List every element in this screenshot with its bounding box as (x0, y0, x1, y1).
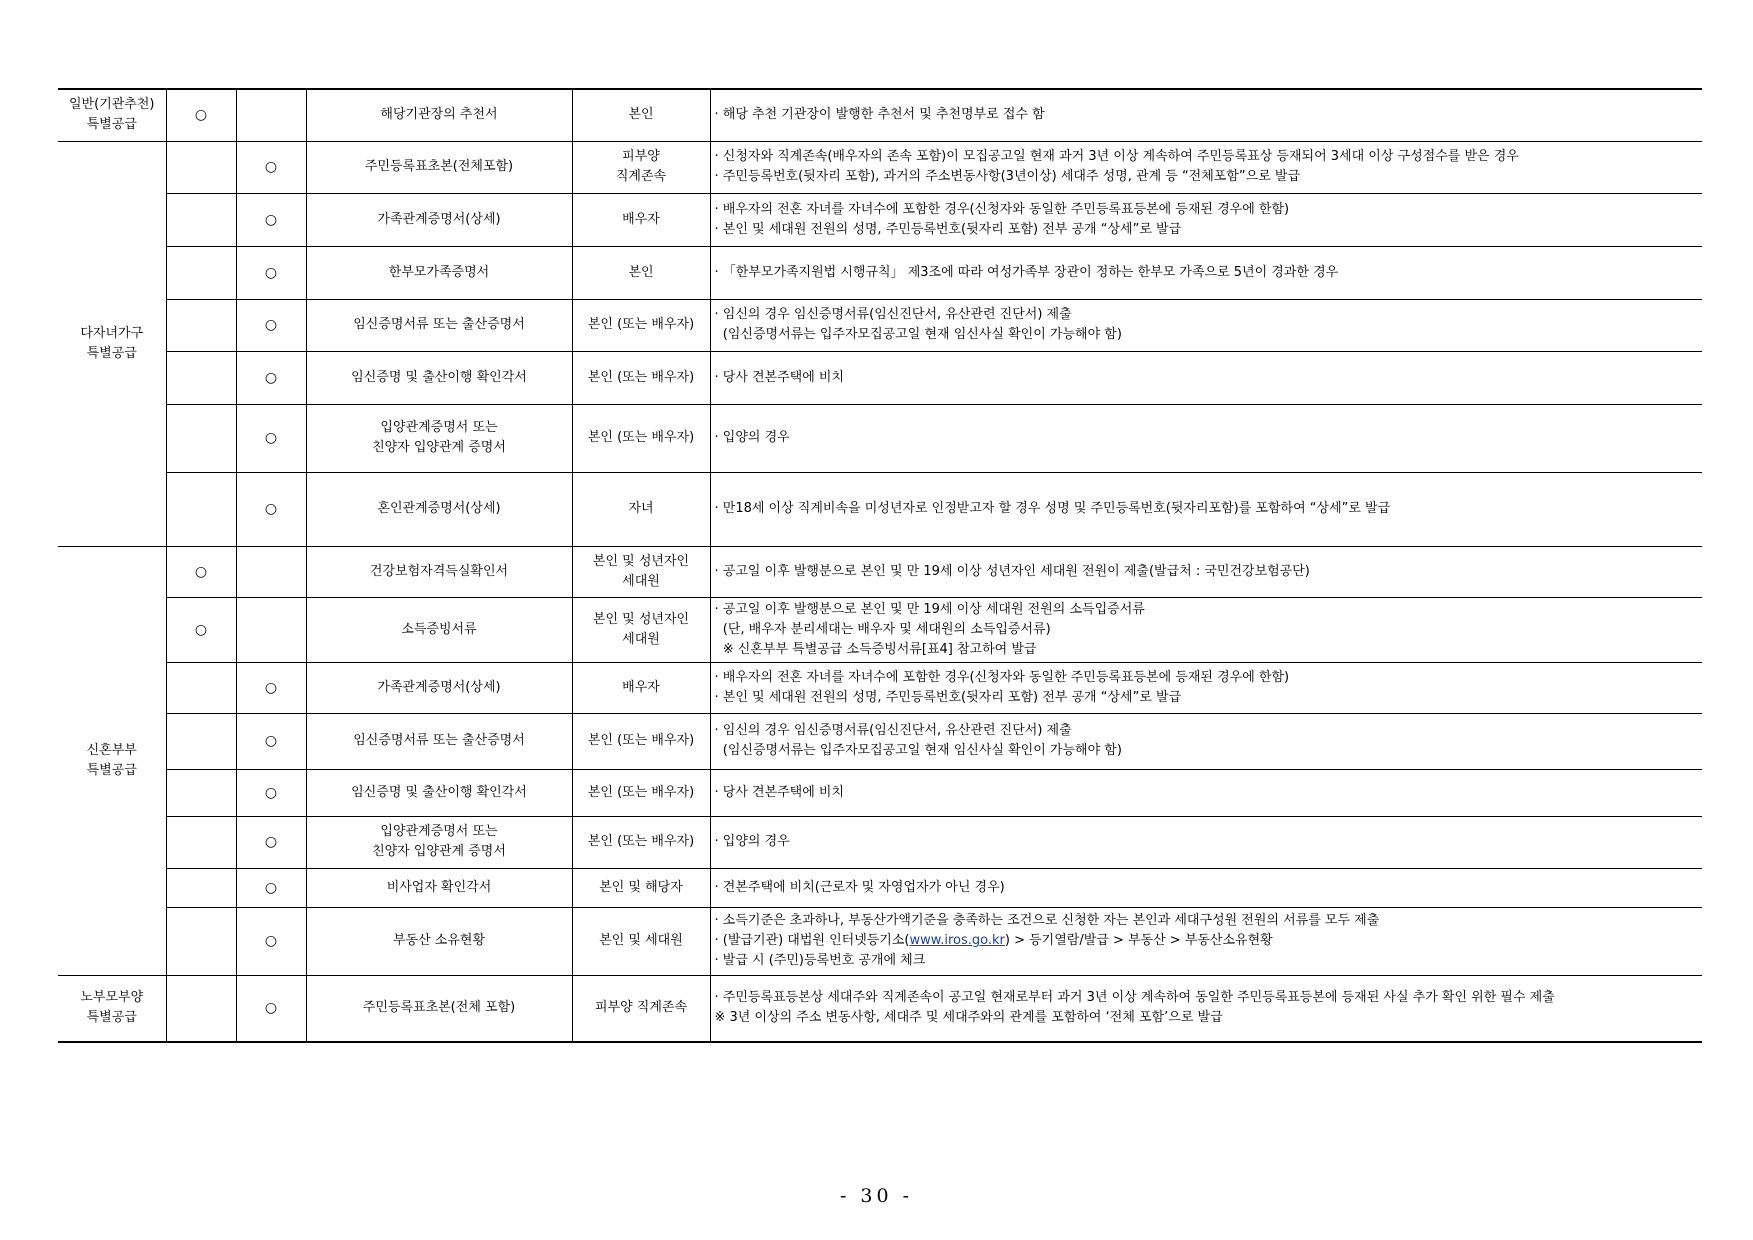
remark-line: · 배우자의 전혼 자녀를 자녀수에 포함한 경우(신청자와 동일한 주민등록표등본에 등재된 경우에 한함) (714, 669, 1290, 685)
conditional-mark-cell (236, 546, 306, 597)
remark-line-with-link (715, 931, 1697, 951)
required-mark-cell (166, 975, 236, 1042)
submitter-cell: 본인 및 성년자인 세대원 (572, 546, 710, 597)
document-name-cell: 입양관계증명서 또는 친양자 입양관계 증명서 (306, 816, 572, 868)
remarks-cell (710, 769, 1702, 816)
remarks-cell (710, 299, 1702, 351)
required-mark-cell (166, 141, 236, 193)
document-name-cell: 소득증빙서류 (306, 597, 572, 662)
page-number: - 30 - (839, 1185, 914, 1207)
conditional-mark-cell: ○ (236, 193, 306, 246)
document-name-cell: 해당기관장의 추천서 (306, 89, 572, 141)
remarks-cell (710, 351, 1702, 404)
remark-line: · 주민등록표등본상 세대주와 직계존속이 공고일 현재로부터 과거 3년 이상 계속하여 동일한 주민등록표등본에 등재된 사실 추가 확인 위한 필수 제출 (714, 990, 1555, 1006)
remark-line: · 당사 견본주택에 비치 (714, 784, 845, 800)
remark-line: · 만18세 이상 직계비속을 미성년자로 인정받고자 할 경우 성명 및 주민등록번호(뒷자리포함)를 포함하여 “상세”로 발급 (714, 501, 1391, 516)
remarks-cell (710, 141, 1702, 193)
conditional-mark-cell (236, 89, 306, 141)
submitter-cell: 본인 (또는 배우자) (572, 769, 710, 816)
required-mark-cell (166, 351, 236, 404)
table-row (58, 351, 1702, 404)
category-cell: 다자녀가구 특별공급 (58, 141, 166, 546)
remark-line: · 배우자의 전혼 자녀를 자녀수에 포함한 경우(신청자와 동일한 주민등록표등본에 등재된 경우에 한함) (714, 201, 1290, 217)
submitter-cell: 본인 (또는 배우자) (572, 404, 710, 472)
conditional-mark-cell: ○ (236, 713, 306, 769)
remark-line: · 임신의 경우 임신증명서류(임신진단서, 유산관련 진단서) 제출 (714, 723, 1072, 738)
table-row (58, 769, 1702, 816)
remark-line: · 입양의 경우 (714, 834, 790, 849)
category-cell: 노부모부양 특별공급 (58, 975, 166, 1042)
table-row (58, 141, 1702, 193)
remark-line: · 임신의 경우 임신증명서류(임신진단서, 유산관련 진단서) 제출 (714, 307, 1072, 322)
remark-line: · 공고일 이후 발행분으로 본인 및 만 19세 이상 세대원 전원의 소득입증서류 (714, 601, 1145, 617)
remarks-cell (710, 907, 1702, 975)
submitter-cell: 본인 및 성년자인 세대원 (572, 597, 710, 662)
remark-line: · 공고일 이후 발행분으로 본인 및 만 19세 이상 성년자인 세대원 전원이 제출(발급처 : 국민건강보험공단) (714, 563, 1310, 579)
remarks-cell (710, 816, 1702, 868)
conditional-mark-cell: ○ (236, 868, 306, 907)
submitter-cell: 피부양 직계존속 (572, 141, 710, 193)
table-row (58, 546, 1702, 597)
remark-link-prefix: · (발급기관) 대법원 인터넷등기소( (714, 933, 910, 948)
document-name-cell: 혼인관계증명서(상세) (306, 472, 572, 546)
document-name-cell: 가족관계증명서(상세) (306, 662, 572, 713)
conditional-mark-cell: ○ (236, 769, 306, 816)
conditional-mark-cell: ○ (236, 141, 306, 193)
remark-line: · 주민등록번호(뒷자리 포함), 과거의 주소변동사항(3년이상) 세대주 성명, 관계 등 “전체포함”으로 발급 (714, 169, 1301, 184)
remark-line: ※ 신혼부부 특별공급 소득증빙서류[표4] 참고하여 발급 (714, 641, 1037, 657)
table-row (58, 404, 1702, 472)
document-name-cell: 임신증명 및 출산이행 확인각서 (306, 351, 572, 404)
submitter-cell: 자녀 (572, 472, 710, 546)
category-cell: 신혼부부 특별공급 (58, 546, 166, 975)
iros-link[interactable]: www.iros.go.kr (909, 933, 1005, 948)
remark-line: · 본인 및 세대원 전원의 성명, 주민등록번호(뒷자리 포함) 전부 공개 “상세”로 발급 (714, 221, 1182, 237)
required-mark-cell (166, 713, 236, 769)
conditional-mark-cell: ○ (236, 816, 306, 868)
category-cell: 일반(기관추천) 특별공급 (58, 89, 166, 141)
remark-line: · 신청자와 직계존속(배우자의 존속 포함)이 모집공고일 현재 과거 3년 이상 계속하여 주민등록표상 등재되어 3세대 이상 구성점수를 받은 경우 (714, 149, 1519, 164)
remark-line: · 발급 시 (주민)등록번호 공개에 체크 (714, 953, 926, 968)
conditional-mark-cell: ○ (236, 299, 306, 351)
document-name-cell: 건강보험자격득실확인서 (306, 546, 572, 597)
remark-line: · 「한부모가족지원법 시행규칙」 제3조에 따라 여성가족부 장관이 정하는 한부모 가족으로 5년이 경과한 경우 (714, 264, 1339, 280)
document-name-cell: 가족관계증명서(상세) (306, 193, 572, 246)
conditional-mark-cell: ○ (236, 662, 306, 713)
document-name-cell: 주민등록표초본(전체포함) (306, 141, 572, 193)
document-requirements-table (58, 88, 1702, 1043)
conditional-mark-cell: ○ (236, 907, 306, 975)
submitter-cell: 배우자 (572, 662, 710, 713)
required-mark-cell (166, 472, 236, 546)
required-mark-cell (166, 907, 236, 975)
table-row (58, 299, 1702, 351)
required-mark-cell (166, 769, 236, 816)
table-row (58, 662, 1702, 713)
conditional-mark-cell: ○ (236, 404, 306, 472)
remark-line: · 입양의 경우 (714, 430, 790, 445)
remarks-cell (710, 597, 1702, 662)
submitter-cell: 배우자 (572, 193, 710, 246)
remark-line: · 견본주택에 비치(근로자 및 자영업자가 아닌 경우) (714, 879, 1005, 895)
document-name-cell: 부동산 소유현황 (306, 907, 572, 975)
required-mark-cell (166, 193, 236, 246)
remarks-cell (710, 89, 1702, 141)
submitter-cell: 본인 (또는 배우자) (572, 299, 710, 351)
remarks-cell (710, 662, 1702, 713)
remark-line: · 해당 추천 기관장이 발행한 추천서 및 추천명부로 접수 함 (714, 107, 1045, 123)
table-row (58, 907, 1702, 975)
required-mark-cell: ○ (166, 89, 236, 141)
remarks-cell (710, 868, 1702, 907)
required-mark-cell (166, 404, 236, 472)
conditional-mark-cell: ○ (236, 351, 306, 404)
table-row (58, 246, 1702, 299)
table-row (58, 975, 1702, 1042)
required-mark-cell (166, 246, 236, 299)
submitter-cell: 본인 (또는 배우자) (572, 351, 710, 404)
submitter-cell: 본인 (또는 배우자) (572, 713, 710, 769)
remark-line: (임신증명서류는 입주자모집공고일 현재 임신사실 확인이 가능해야 함) (714, 743, 1122, 758)
submitter-cell: 본인 (또는 배우자) (572, 816, 710, 868)
table-row (58, 868, 1702, 907)
document-name-cell: 임신증명서류 또는 출산증명서 (306, 713, 572, 769)
table-row (58, 193, 1702, 246)
document-name-cell: 주민등록표초본(전체 포함) (306, 975, 572, 1042)
document-name-cell: 입양관계증명서 또는 친양자 입양관계 증명서 (306, 404, 572, 472)
table-row (58, 597, 1702, 662)
table-row (58, 89, 1702, 141)
document-name-cell: 비사업자 확인각서 (306, 868, 572, 907)
document-name-cell: 임신증명 및 출산이행 확인각서 (306, 769, 572, 816)
remarks-cell (710, 246, 1702, 299)
submitter-cell: 피부양 직계존속 (572, 975, 710, 1042)
remarks-cell (710, 713, 1702, 769)
table-row (58, 816, 1702, 868)
conditional-mark-cell: ○ (236, 472, 306, 546)
remarks-cell (710, 404, 1702, 472)
submitter-cell: 본인 (572, 246, 710, 299)
submitter-cell: 본인 및 세대원 (572, 907, 710, 975)
remark-line: (임신증명서류는 입주자모집공고일 현재 임신사실 확인이 가능해야 함) (714, 327, 1122, 342)
remarks-cell (710, 472, 1702, 546)
remarks-cell (710, 193, 1702, 246)
remark-line: · 당사 견본주택에 비치 (714, 369, 845, 385)
submitter-cell: 본인 및 해당자 (572, 868, 710, 907)
remarks-cell (710, 975, 1702, 1042)
conditional-mark-cell: ○ (236, 246, 306, 299)
remark-line: (단, 배우자 분리세대는 배우자 및 세대원의 소득입증서류) (714, 621, 1051, 637)
required-mark-cell (166, 299, 236, 351)
remarks-cell (710, 546, 1702, 597)
document-name-cell: 한부모가족증명서 (306, 246, 572, 299)
remark-line: · 본인 및 세대원 전원의 성명, 주민등록번호(뒷자리 포함) 전부 공개 “상세”로 발급 (714, 689, 1182, 705)
required-mark-cell: ○ (166, 546, 236, 597)
required-mark-cell (166, 662, 236, 713)
conditional-mark-cell (236, 597, 306, 662)
submitter-cell: 본인 (572, 89, 710, 141)
required-mark-cell (166, 868, 236, 907)
required-mark-cell (166, 816, 236, 868)
conditional-mark-cell: ○ (236, 975, 306, 1042)
required-mark-cell: ○ (166, 597, 236, 662)
remark-link-suffix: ) > 등기열람/발급 > 부동산 > 부동산소유현황 (1004, 933, 1273, 948)
remark-line: ※ 3년 이상의 주소 변동사항, 세대주 및 세대주와의 관계를 포함하여 ‘전체 포함’으로 발급 (714, 1010, 1223, 1026)
table-row (58, 472, 1702, 546)
remark-line: · 소득기준은 초과하나, 부동산가액기준을 충족하는 조건으로 신청한 자는 본인과 세대구성원 전원의 서류를 모두 제출 (714, 913, 1380, 928)
document-name-cell: 임신증명서류 또는 출산증명서 (306, 299, 572, 351)
table-row (58, 713, 1702, 769)
